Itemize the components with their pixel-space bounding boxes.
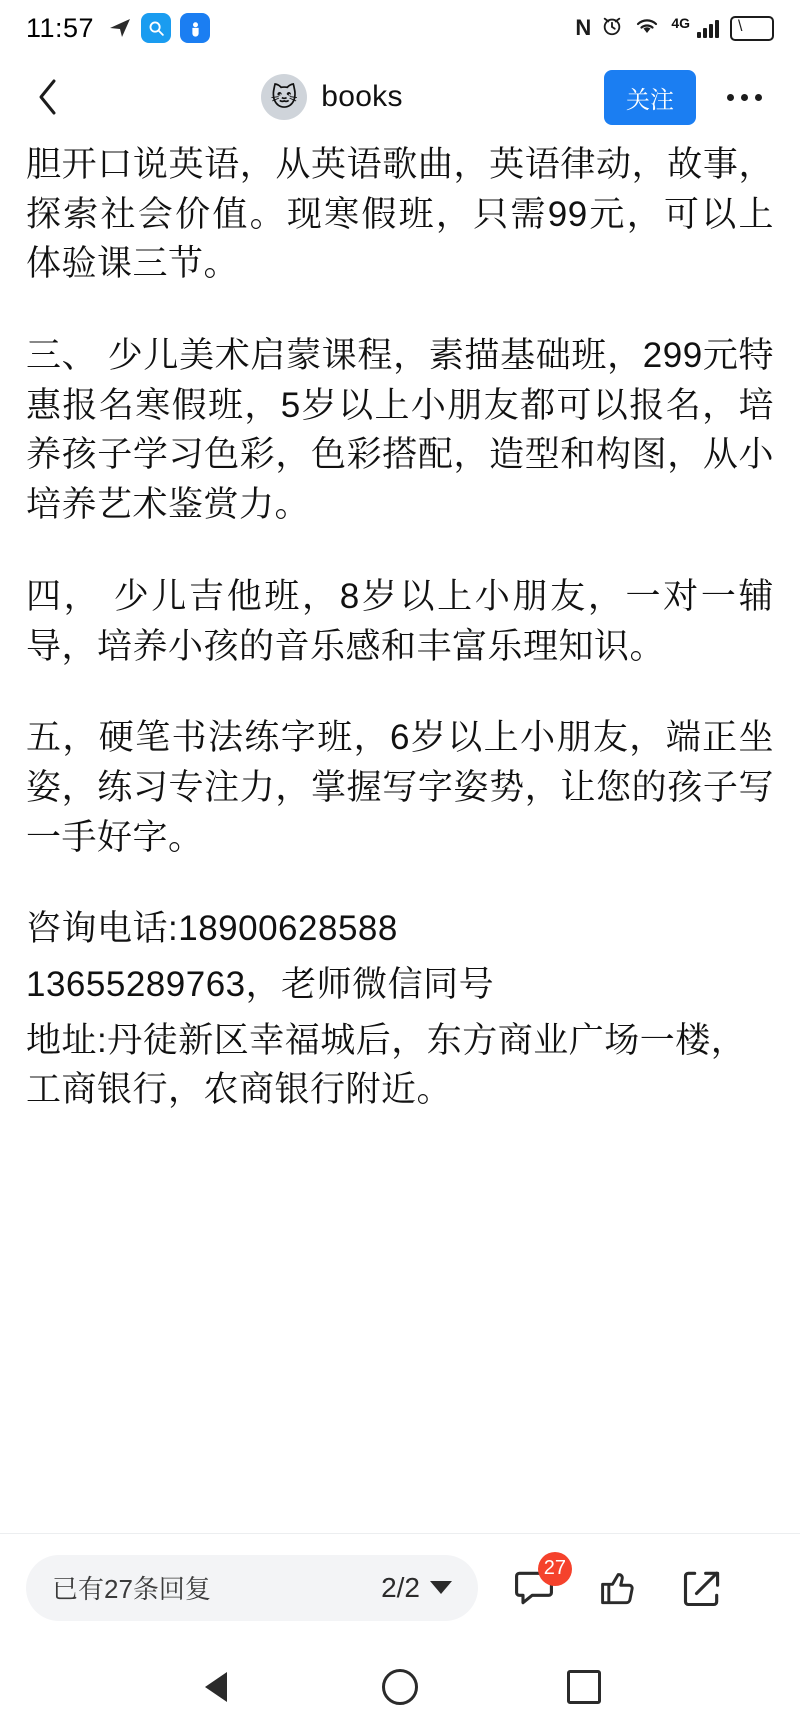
- page-number: 2/2: [381, 1571, 420, 1603]
- article-body: [0, 140, 800, 1115]
- battery-charging-icon: \: [730, 16, 774, 41]
- share-icon[interactable]: [678, 1564, 726, 1612]
- search-chip-icon: [141, 13, 171, 43]
- bottom-actions: [510, 1557, 726, 1612]
- nav-recents-button[interactable]: [557, 1660, 611, 1714]
- alarm-icon: [601, 15, 623, 41]
- article-paragraph: 胆开口说英语，从英语歌曲，英语律动，故事，探索社会价值。现寒假班，只需99元，可以上体验课三节。: [26, 145, 774, 284]
- account-header[interactable]: [60, 74, 604, 120]
- android-nav-bar: [0, 1641, 800, 1733]
- wifi-icon: [634, 16, 660, 40]
- reply-placeholder: 已有27条回复: [52, 1574, 211, 1604]
- comment-icon[interactable]: [510, 1557, 566, 1612]
- like-icon[interactable]: [594, 1564, 642, 1612]
- signal-icon: [697, 18, 719, 38]
- article-paragraph: 四， 少儿吉他班，8岁以上小朋友，一对一辅导，培养小孩的音乐感和丰富乐理知识。: [26, 576, 774, 666]
- nfc-icon: N: [575, 15, 591, 40]
- avatar: [261, 74, 307, 120]
- nav-home-button[interactable]: [373, 1660, 427, 1714]
- send-icon: [108, 16, 132, 40]
- bottom-bar: [0, 1533, 800, 1641]
- contact-block: [26, 904, 774, 1115]
- article-paragraph: 五，硬笔书法练字班，6岁以上小朋友，端正坐姿，练习专注力，掌握写字姿势，让您的孩子写一手好字。: [26, 718, 774, 857]
- account-name: books: [321, 80, 403, 113]
- article-paragraph: 三、 少儿美术启蒙课程，素描基础班，299元特惠报名寒假班，5岁以上小朋友都可以报名，培养孩子学习色彩，色彩搭配，造型和构图，从小培养艺术鉴赏力。: [26, 336, 774, 525]
- contact-wechat-line: 13655289763，老师微信同号: [26, 964, 495, 1004]
- app-bar: [0, 56, 800, 138]
- status-left-icons: [108, 13, 210, 43]
- avatar-glyph: 🐱: [270, 82, 298, 112]
- reply-input[interactable]: [26, 1555, 478, 1621]
- chevron-down-icon: [430, 1581, 452, 1594]
- app-chip-icon: [180, 13, 210, 43]
- follow-button[interactable]: 关注: [604, 70, 696, 125]
- nav-back-button[interactable]: [189, 1660, 243, 1714]
- page-indicator[interactable]: [381, 1572, 452, 1604]
- contact-phone-line: 咨询电话:18900628588: [26, 909, 398, 949]
- comment-count-badge: 27: [538, 1552, 572, 1586]
- status-time: 11:57: [26, 12, 95, 43]
- status-right-icons: [575, 15, 774, 41]
- network-type-label: 4G: [671, 15, 690, 31]
- status-bar: [0, 0, 800, 56]
- contact-address-line: 地址:丹徒新区幸福城后，东方商业广场一楼，工商银行，农商银行附近。: [26, 1020, 747, 1110]
- more-options-icon[interactable]: [714, 94, 774, 101]
